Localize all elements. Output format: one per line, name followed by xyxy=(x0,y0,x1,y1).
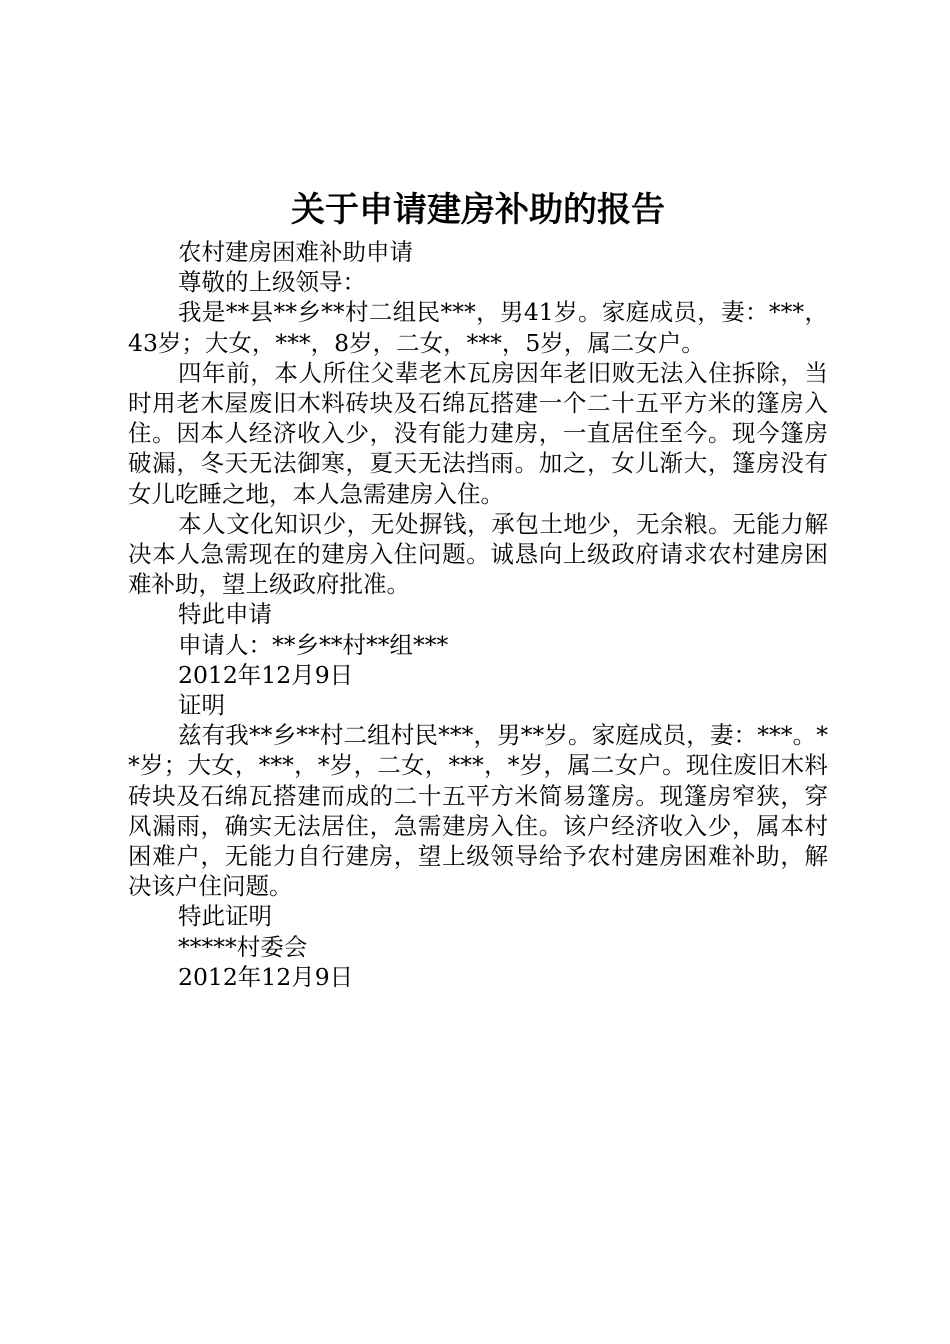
closing-application: 特此申请 xyxy=(178,600,272,629)
subtitle-line: 农村建房困难补助申请 xyxy=(178,238,413,266)
closing-certificate: 特此证明 xyxy=(178,902,272,931)
salutation: 尊敬的上级领导： xyxy=(178,268,366,297)
paragraph-request: 本人文化知识少，无处摒钱，承包土地少，无余粮。无能力解决本人急需现在的建房入住问题。诚恳向上级政府请求农村建房困难补助，望上级政府批准。 xyxy=(128,509,828,599)
document-title: 关于申请建房补助的报告 xyxy=(291,190,665,230)
paragraph-certificate-body: 兹有我**乡**村二组村民***，男**岁。家庭成员，妻：***。**岁；大女，***，*岁，二女，***，*岁，属二女户。现住废旧木料砖块及石绵瓦搭建而成的二十五平方米简易篷房。现篷房窄狭，穿风漏雨，确实无法居住，急需建房入住。该户经济收入少，属本村困难户，无能力自行建房，望上级领导给予农村建房困难补助，解决该户住问题。 xyxy=(128,721,828,901)
document-body xyxy=(128,183,828,992)
certificate-date: 2012年12月9日 xyxy=(178,962,354,991)
paragraph-housing-history: 四年前，本人所住父辈老木瓦房因年老旧败无法入住拆除，当时用老木屋废旧木料砖块及石绵瓦搭建一个二十五平方米的篷房入住。因本人经济收入少，没有能力建房，一直居住至今。现今篷房破漏，冬天无法御寒，夏天无法挡雨。加之，女儿渐大，篷房没有女儿吃睡之地，本人急需建房入住。 xyxy=(128,358,828,508)
paragraph-applicant-info: 我是**县**乡**村二组民***，男41岁。家庭成员，妻：***，43岁；大女，***，8岁，二女，***，5岁，属二女户。 xyxy=(128,298,828,357)
applicant-signature: 申请人：**乡**村**组*** xyxy=(178,630,449,659)
application-date: 2012年12月9日 xyxy=(178,660,354,689)
village-committee-signature: *****村委会 xyxy=(178,932,308,961)
certificate-heading: 证明 xyxy=(178,691,225,720)
